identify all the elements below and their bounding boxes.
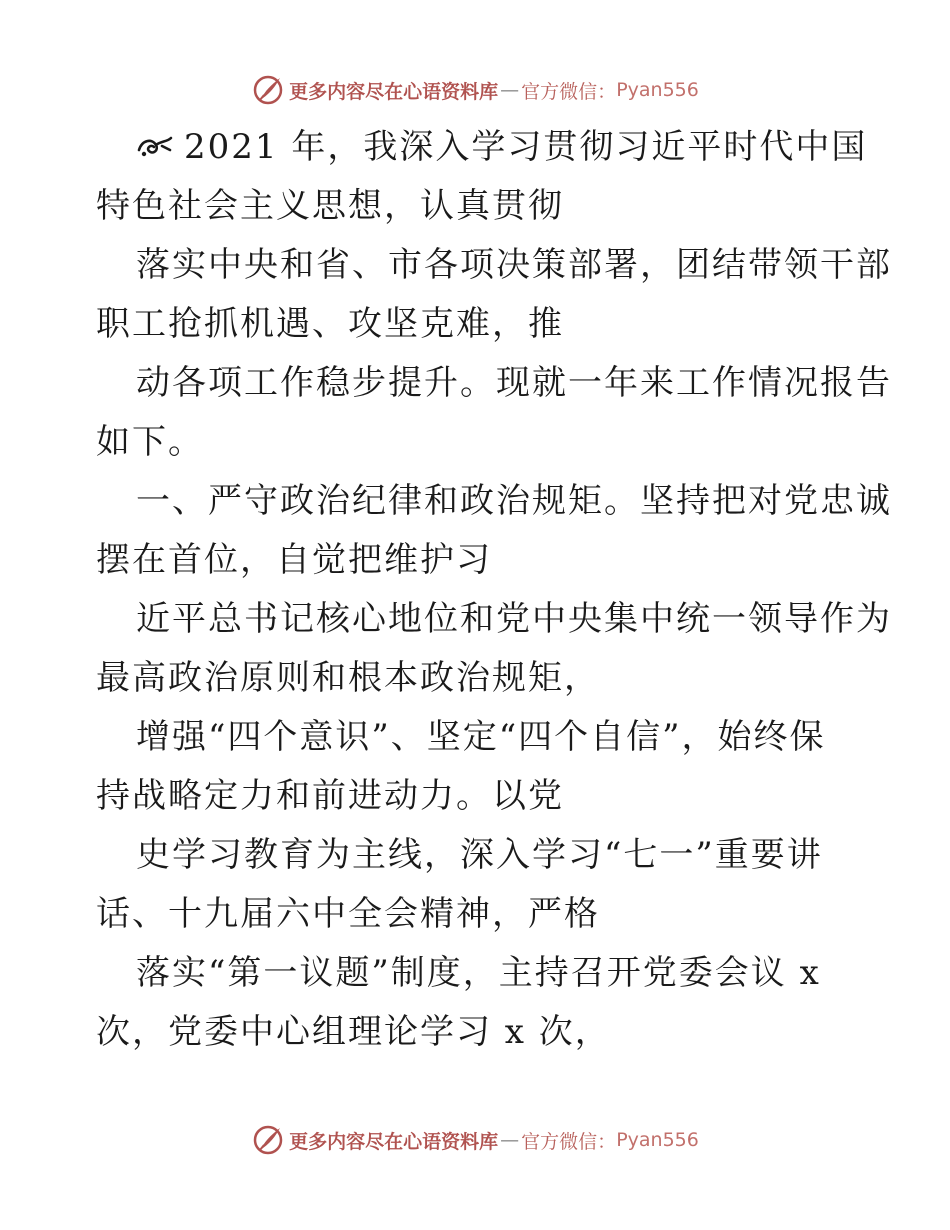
paragraph-5-line-1: 近平总书记核心地位和党中央集中统一领导作为	[136, 599, 892, 639]
footer-watermark	[0, 1120, 950, 1160]
paragraph-1-line-1	[96, 118, 868, 177]
paragraph-1-line-2: 特色社会主义思想，认真贯彻	[96, 186, 564, 226]
paragraph-8-line-2: 次，党委中心组理论学习 x 次，	[96, 1012, 611, 1052]
fleuron-bullet-icon	[136, 134, 174, 160]
paragraph-4-line-1: 一、严守政治纪律和政治规矩。坚持把对党忠诚	[136, 481, 892, 521]
paragraph-2-line-2: 职工抢抓机遇、攻坚克难，推	[96, 304, 564, 344]
watermark-id: Pyan556	[616, 1129, 699, 1151]
paragraph-7-line-1: 史学习教育为主线，深入学习“七一”重要讲	[136, 835, 823, 875]
watermark-id: Pyan556	[616, 79, 699, 101]
header-watermark	[0, 70, 950, 110]
paragraph-text: 2021 年，我深入学习贯彻习近平时代中国	[184, 127, 868, 167]
watermark-separator: —	[500, 1129, 520, 1151]
quill-logo-icon	[251, 73, 285, 107]
paragraph-7-line-2: 话、十九届六中全会精神，严格	[96, 894, 600, 934]
watermark-text: 更多内容尽在心语资料库	[289, 80, 499, 103]
watermark-separator: —	[500, 79, 520, 101]
watermark-text: 更多内容尽在心语资料库	[289, 1130, 499, 1153]
document-body	[96, 118, 892, 1062]
paragraph-6-line-2: 持战略定力和前进动力。以党	[96, 776, 564, 816]
quill-logo-icon	[251, 1123, 285, 1157]
watermark-official-label: 官方微信：	[521, 1130, 617, 1153]
paragraph-6-line-1: 增强“四个意识”、坚定“四个自信”，始终保	[136, 717, 826, 757]
paragraph-3-line-1: 动各项工作稳步提升。现就一年来工作情况报告	[136, 363, 892, 403]
paragraph-3-line-2: 如下。	[96, 422, 204, 462]
watermark-official-label: 官方微信：	[521, 80, 617, 103]
paragraph-8-line-1: 落实“第一议题”制度，主持召开党委会议 x	[136, 953, 821, 993]
paragraph-4-line-2: 摆在首位，自觉把维护习	[96, 540, 492, 580]
paragraph-5-line-2: 最高政治原则和根本政治规矩，	[96, 658, 600, 698]
paragraph-2-line-1: 落实中央和省、市各项决策部署，团结带领干部	[136, 245, 892, 285]
